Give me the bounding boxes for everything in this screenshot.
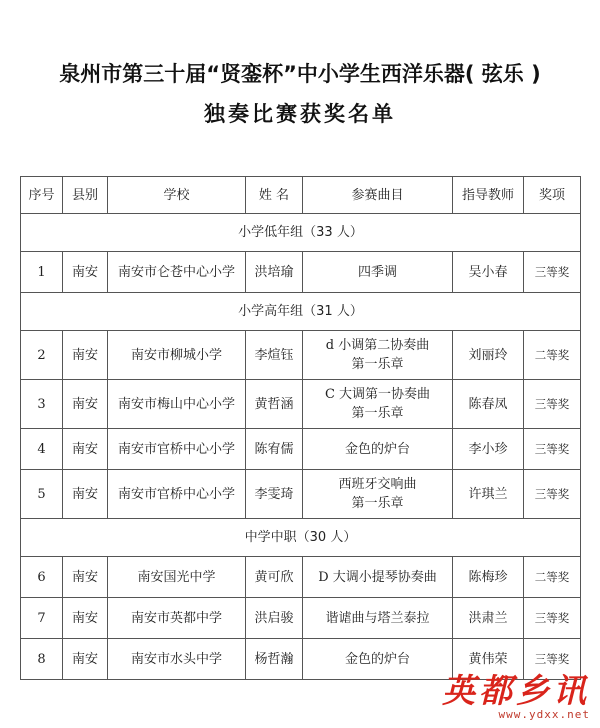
cell-name: 黄哲涵 xyxy=(246,380,303,429)
cell-piece xyxy=(303,429,453,470)
cell-award: 三等奖 xyxy=(524,380,581,429)
cell-county: 南安 xyxy=(63,557,108,598)
award-table xyxy=(20,176,581,680)
cell-piece xyxy=(303,598,453,639)
cell-name: 黄可欣 xyxy=(246,557,303,598)
group-row xyxy=(21,519,581,557)
cell-award: 三等奖 xyxy=(524,598,581,639)
cell-piece xyxy=(303,380,453,429)
table-row xyxy=(21,429,581,470)
table-row xyxy=(21,470,581,519)
piece-line: d 小调第二协奏曲 xyxy=(325,338,430,353)
header-teacher: 指导教师 xyxy=(453,177,524,214)
piece-line: 金色的炉台 xyxy=(344,441,410,457)
cell-teacher: 刘丽玲 xyxy=(453,331,524,380)
cell-award: 二等奖 xyxy=(524,331,581,380)
cell-no: 2 xyxy=(21,331,63,380)
cell-county: 南安 xyxy=(63,331,108,380)
cell-county: 南安 xyxy=(63,380,108,429)
header-school: 学校 xyxy=(108,177,246,214)
table-row xyxy=(21,557,581,598)
cell-award: 三等奖 xyxy=(524,470,581,519)
title-line-2: 独奏比赛获奖名单 xyxy=(204,102,396,126)
cell-teacher: 黄伟荣 xyxy=(453,639,524,680)
cell-school: 南安市官桥中心小学 xyxy=(108,470,246,519)
piece-line: 第一乐章 xyxy=(351,496,404,511)
header-no: 序号 xyxy=(21,177,63,214)
cell-teacher: 吴小春 xyxy=(453,252,524,293)
cell-award: 三等奖 xyxy=(524,429,581,470)
header-row xyxy=(21,177,581,214)
cell-award: 三等奖 xyxy=(524,639,581,680)
table-row xyxy=(21,252,581,293)
cell-name: 李煊钰 xyxy=(246,331,303,380)
header-name: 姓 名 xyxy=(246,177,303,214)
piece-line: 第一乐章 xyxy=(351,357,404,372)
cell-school: 南安市仑苍中心小学 xyxy=(108,252,246,293)
table-row xyxy=(21,331,581,380)
piece-line: D 大调小提琴协奏曲 xyxy=(318,569,437,585)
cell-no: 4 xyxy=(21,429,63,470)
cell-name: 洪启骏 xyxy=(246,598,303,639)
cell-piece xyxy=(303,470,453,519)
cell-county: 南安 xyxy=(63,252,108,293)
header-county: 县别 xyxy=(63,177,108,214)
piece-line: 西班牙交响曲 xyxy=(338,477,417,492)
cell-teacher: 李小珍 xyxy=(453,429,524,470)
group-row xyxy=(21,214,581,252)
cell-award: 二等奖 xyxy=(524,557,581,598)
cell-name: 陈宥儒 xyxy=(246,429,303,470)
cell-school: 南安市官桥中心小学 xyxy=(108,429,246,470)
title-line-1: 泉州市第三十届“贤銮杯”中小学生西洋乐器( 弦乐 ) xyxy=(59,62,541,86)
cell-name: 杨哲瀚 xyxy=(246,639,303,680)
cell-teacher: 洪肃兰 xyxy=(453,598,524,639)
piece-line: 谐谑曲与塔兰泰拉 xyxy=(325,610,430,626)
cell-county: 南安 xyxy=(63,639,108,680)
cell-school: 南安市柳城小学 xyxy=(108,331,246,380)
cell-teacher: 陈春凤 xyxy=(453,380,524,429)
cell-school: 南安国光中学 xyxy=(108,557,246,598)
cell-county: 南安 xyxy=(63,470,108,519)
cell-name: 洪培瑜 xyxy=(246,252,303,293)
watermark-logo: 英都乡讯 xyxy=(442,671,590,710)
cell-county: 南安 xyxy=(63,429,108,470)
cell-no: 8 xyxy=(21,639,63,680)
cell-teacher: 陈梅珍 xyxy=(453,557,524,598)
table-row xyxy=(21,380,581,429)
group-label: 小学低年组（33 人） xyxy=(21,214,581,252)
group-label: 小学高年组（31 人） xyxy=(21,293,581,331)
piece-line: 第一乐章 xyxy=(351,406,404,421)
cell-no: 6 xyxy=(21,557,63,598)
cell-piece xyxy=(303,331,453,380)
table-row xyxy=(21,598,581,639)
group-label: 中学中职（30 人） xyxy=(21,519,581,557)
site-watermark xyxy=(430,671,590,722)
header-award: 奖项 xyxy=(524,177,581,214)
cell-name: 李雯琦 xyxy=(246,470,303,519)
header-piece: 参赛曲目 xyxy=(303,177,453,214)
cell-school: 南安市水头中学 xyxy=(108,639,246,680)
cell-school: 南安市梅山中心小学 xyxy=(108,380,246,429)
cell-piece xyxy=(303,252,453,293)
piece-line: 金色的炉台 xyxy=(344,651,410,667)
cell-county: 南安 xyxy=(63,598,108,639)
cell-teacher: 许琪兰 xyxy=(453,470,524,519)
cell-no: 3 xyxy=(21,380,63,429)
watermark-url: www.ydxx.net xyxy=(498,708,590,721)
cell-no: 5 xyxy=(21,470,63,519)
cell-no: 7 xyxy=(21,598,63,639)
cell-no: 1 xyxy=(21,252,63,293)
piece-line: C 大调第一协奏曲 xyxy=(324,387,431,402)
cell-piece xyxy=(303,557,453,598)
piece-line: 四季调 xyxy=(357,264,397,280)
group-row xyxy=(21,293,581,331)
cell-award: 三等奖 xyxy=(524,252,581,293)
cell-school: 南安市英都中学 xyxy=(108,598,246,639)
